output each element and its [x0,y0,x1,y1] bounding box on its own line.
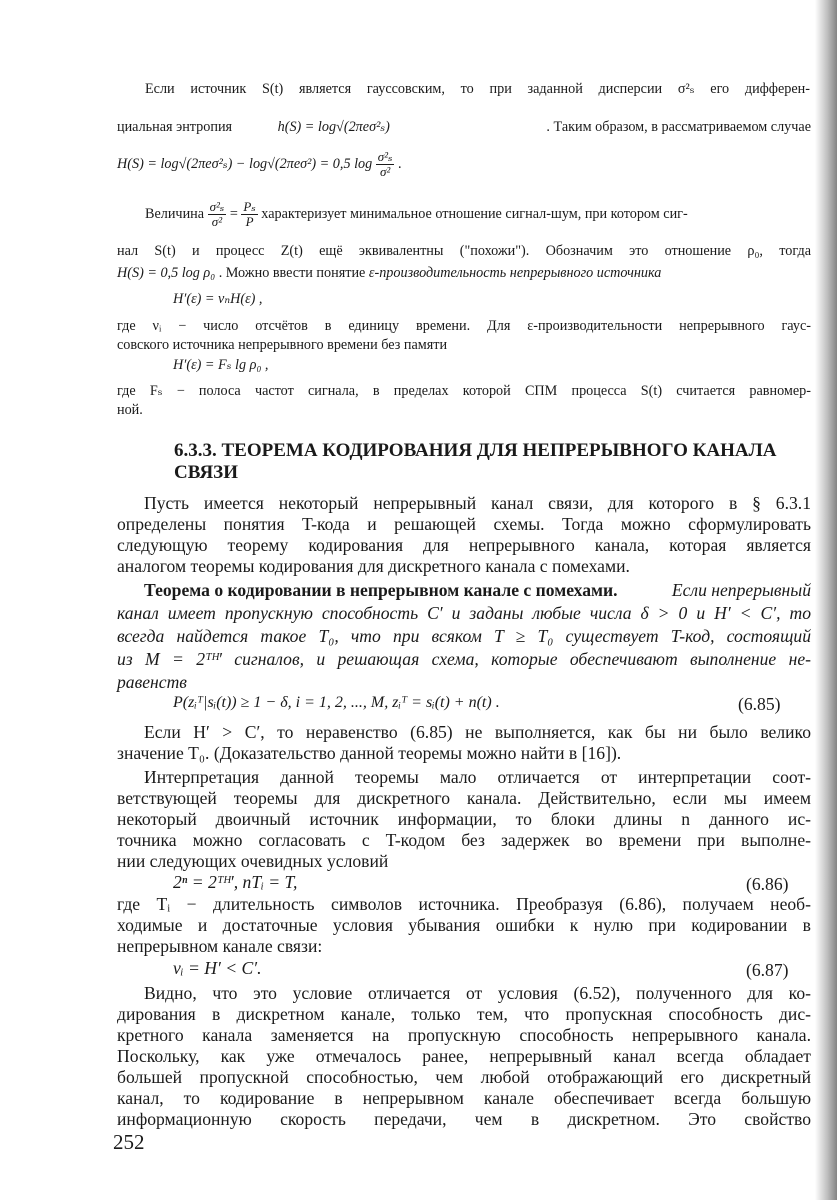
top-line-10: ной. [117,402,143,418]
para2-line-2: значение T₀. (Доказательство данной теоремы можно найти в [16]). [117,743,622,763]
equation-6-85: P(zᵢᵀ|sᵢ(t)) ≥ 1 − δ, i = 1, 2, ..., M, zᵢᵀ = sᵢ(t) + n(t) . [173,694,500,711]
top-line-9: где Fₛ − полоса частот сигнала, в пределах которой СПМ процесса S(t) считается равномер- [117,383,811,399]
para3-line-3: некоторый двоичный источник информации, то блоки длины n данного ис- [117,809,811,829]
top-line-4 [145,200,811,229]
theorem-line-1 [144,580,811,601]
theorem-line-2: канал имеет пропускную способность C′ и заданы любые числа δ > 0 и H′ < C′, то [117,603,811,623]
theorem-line-4: из M = 2ᵀᴴ′ сигналов, и решающая схема, которые обеспечивают выполнение не- [117,649,811,669]
equation-6-86: 2ⁿ = 2ᵀᴴ′, nTᵢ = T, [173,872,298,892]
top-line-8: совского источника непрерывного времени без памяти [117,337,448,353]
para5-line-5: большей пропускной способностью, чем любой отображающий его дискретный [117,1067,811,1087]
page-number: 252 [113,1130,145,1154]
entropy-fraction-numerator: σ²ₛ [377,149,393,164]
equation-6-86-number: (6.86) [746,874,789,894]
epsilon-productivity-term: ε-производительность непрерывного источника [368,265,662,281]
para4-line-1: где Tᵢ − длительность символов источника. Преобразуя (6.86), получаем необ- [117,894,811,914]
top-line-4-text-b: характеризует минимальное отношение сигнал-шум, при котором сиг- [261,205,688,222]
section-heading-line-1: 6.3.3. ТЕОРЕМА КОДИРОВАНИЯ ДЛЯ НЕПРЕРЫВНОГО КАНАЛА [174,440,777,461]
top-line-6-text-b: . Можно ввести понятие [218,265,366,281]
power-ratio-denominator: P [245,214,254,229]
para4-line-2: ходимые и достаточные условия убывания ошибки к нулю при кодировании в [117,915,811,935]
para1-line-1: Пусть имеется некоторый непрерывный канал связи, для которого в § 6.3.1 [144,493,811,513]
para3-line-1: Интерпретация данной теоремы мало отличается от интерпретации соот- [144,767,811,787]
top-line-3 [117,150,402,179]
top-line-5: нал S(t) и процесс Z(t) ещё эквивалентны ("похожи"). Обозначим это отношение ρ₀, тогда [117,243,811,259]
section-heading-line-2: СВЯЗИ [174,462,238,483]
page-edge-shadow [815,0,837,1200]
para3-line-5: нии следующих очевидных условий [117,851,389,871]
equation-6-85-number: (6.85) [738,694,781,714]
power-ratio-fraction [241,200,257,229]
variance-ratio-numerator: σ²ₛ [209,199,225,214]
entropy-fraction-denominator: σ² [379,164,391,179]
top-line-2-text-a: циальная энтропия [117,119,233,135]
theorem-line-3: всегда найдется такое T₀, что при всяком T ≥ T₀ существует T-код, состоящий [117,626,811,646]
top-line-3-end: . [398,155,402,172]
para1-line-4: аналогом теоремы кодирования для дискретного канала с помехами. [117,556,630,576]
entropy-fraction [376,150,395,179]
para2-line-1: Если H′ > C′, то неравенство (6.85) не выполняется, как бы ни было велико [144,722,811,742]
gaussian-productivity-formula: H′(ε) = Fₛ lg ρ₀ , [173,357,269,373]
para3-line-4: точника можно согласовать с T-кодом без задержек во времени при выполне- [117,830,811,850]
theorem-line-5: равенств [117,672,187,692]
para5-line-3: кретного канала заменяется на пропускную способность непрерывного канала. [117,1025,811,1045]
para5-line-6: канал, то кодирование в непрерывном канале обеспечивает всегда большую [117,1088,811,1108]
para5-line-1: Видно, что это условие отличается от условия (6.52), полученного для ко- [144,983,811,1003]
equation-6-87-number: (6.87) [746,960,789,980]
rho-entropy-formula: H(S) = 0,5 log ρ₀ [117,265,216,281]
epsilon-productivity-formula: H′(ε) = νₙH(ε) , [173,291,263,307]
power-ratio-numerator: Pₛ [243,199,256,214]
para5-line-7: информационную скорость передачи, чем в дискретном. Это свойство [117,1109,811,1129]
top-line-6 [117,264,661,282]
para4-line-3: непрерывном канале связи: [117,936,323,956]
top-line-4-equals: = [229,205,238,222]
top-line-1: Если источник S(t) является гауссовским, то при заданной дисперсии σ²ₛ его дифферен- [145,81,810,97]
variance-ratio-denominator: σ² [211,214,223,229]
para1-line-3: следующую теорему кодирования для непрерывного канала, которая является [117,535,811,555]
theorem-line-1-rest: Если непрерывный [671,580,811,600]
para3-line-2: ветствующей теоремы для дискретного канала. Действительно, если мы имеем [117,788,811,808]
variance-ratio-fraction [208,200,227,229]
top-line-4-text-a: Величина [145,205,205,222]
top-line-7: где νᵢ − число отсчётов в единицу времени. Для ε-производительности непрерывного гаус- [117,318,811,334]
top-line-2 [117,118,811,136]
para1-line-2: определены понятия T-кода и решающей схемы. Тогда можно сформулировать [117,514,811,534]
entropy-difference-formula: H(S) = log√(2πeσ²ₛ) − log√(2πeσ²) = 0,5 log [117,155,373,172]
entropy-formula: h(S) = log√(2πeσ²ₛ) [277,119,390,135]
para5-line-4: Поскольку, как уже отмечалось ранее, непрерывный канал всегда обладает [117,1046,811,1066]
equation-6-87: νᵢ = H′ < C′. [173,958,262,978]
theorem-title: Теорема о кодировании в непрерывном канале с помехами. [144,580,618,600]
top-line-2-text-c: . Таким образом, в рассматриваемом случае [546,119,811,135]
para5-line-2: дирования в дискретном канале, только тем, что пропускная способность дис- [117,1004,811,1024]
